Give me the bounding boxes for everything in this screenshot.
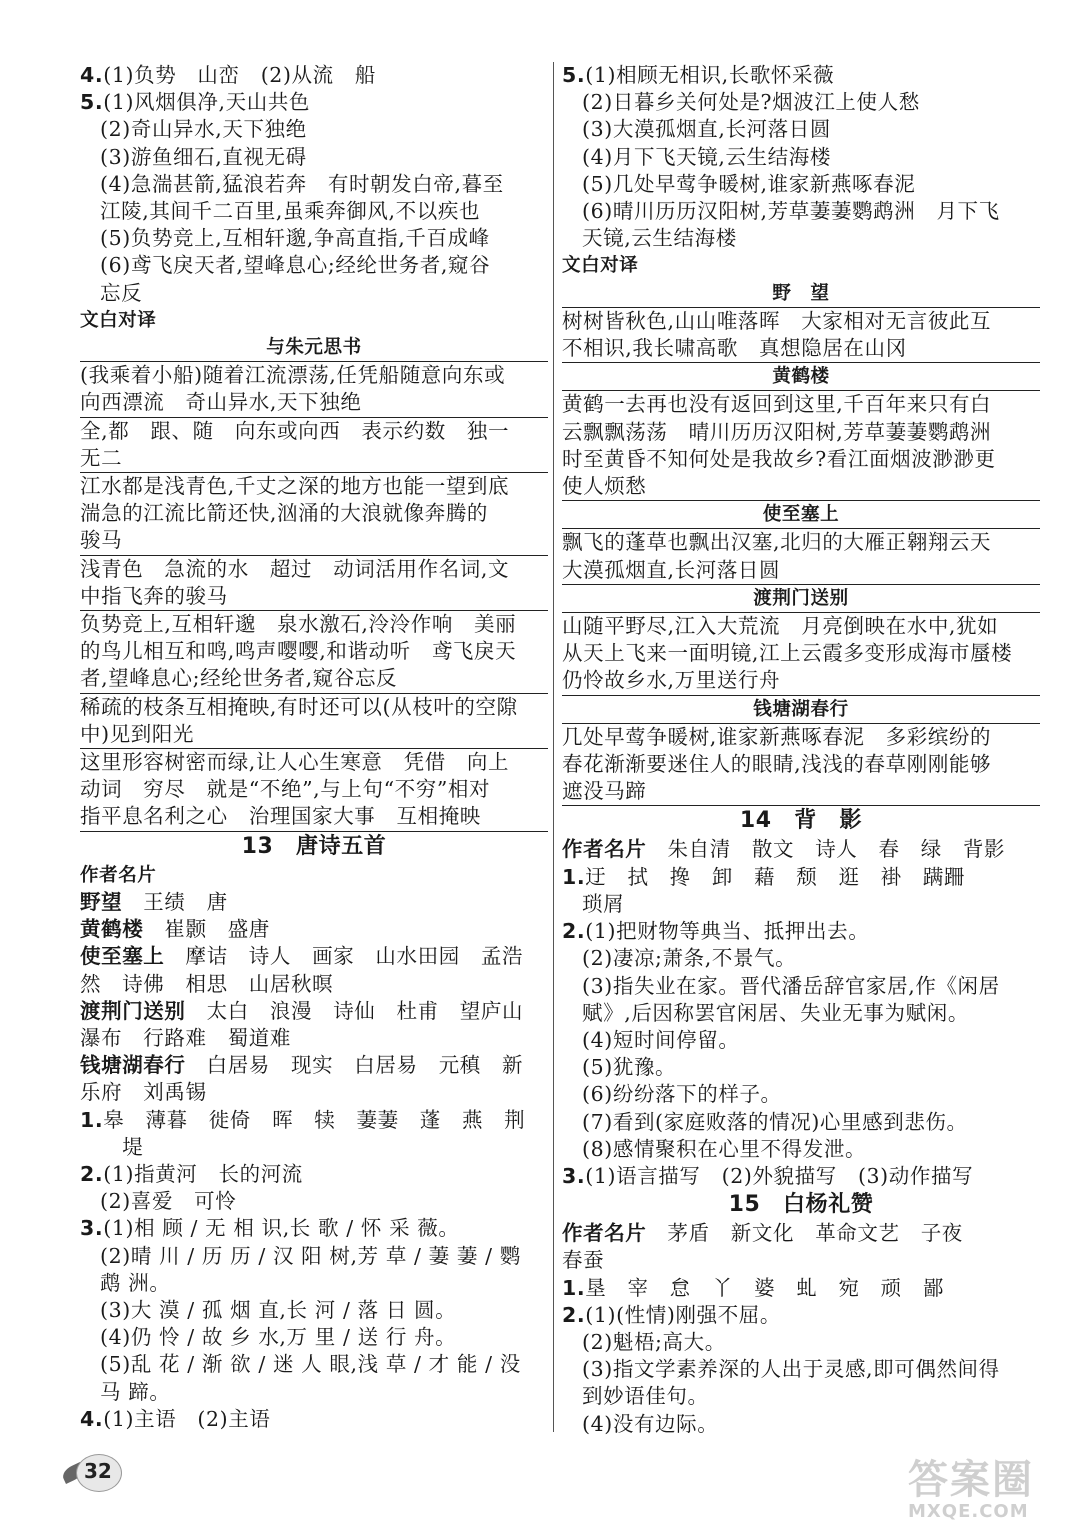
watermark-url: MXQE.COM xyxy=(908,1501,1029,1522)
line-lead: 使至塞上 xyxy=(80,944,165,969)
left-line: 无二 xyxy=(80,445,548,473)
watermark-logo-text: 答案圈 xyxy=(908,1457,1034,1503)
right-line: 使至塞上 xyxy=(562,501,1040,529)
line-lead: 4. xyxy=(80,1406,104,1431)
line-rest: 摩诘 诗人 画家 山水田园 孟浩 xyxy=(164,944,524,969)
line-lead: 渡荆门送别 xyxy=(80,998,186,1023)
right-line: 15 白杨礼赞 xyxy=(728,1192,874,1218)
left-line: 中)见到阳光 xyxy=(80,721,548,749)
right-line: (4)短时间停留。 xyxy=(582,1027,740,1052)
left-line: (2)奇山异水,天下独绝 xyxy=(100,117,307,142)
left-line: 负势竞上,互相轩邈 泉水激石,泠泠作响 美丽 xyxy=(80,612,517,637)
right-line: 春蚕 xyxy=(562,1248,605,1273)
left-line: 指平息名利之心 治理国家大事 互相掩映 xyxy=(80,803,548,831)
left-column xyxy=(80,62,548,1433)
left-line xyxy=(80,1107,548,1134)
left-line: 中指飞奔的骏马 xyxy=(80,583,548,611)
left-line: 马 蹄。 xyxy=(100,1379,171,1404)
line-rest: (1)主语 (2)主语 xyxy=(103,1406,271,1431)
left-line xyxy=(80,62,548,89)
left-line: (3)大 漠 / 孤 烟 直,长 河 / 落 日 圆。 xyxy=(100,1297,457,1322)
right-line: 遮没马蹄 xyxy=(562,778,1040,806)
right-line: 琐屑 xyxy=(582,891,625,916)
page-number: 32 xyxy=(84,1459,112,1483)
line-lead: 野望 xyxy=(80,889,123,914)
right-line xyxy=(562,1302,1040,1329)
line-lead: 作者名片 xyxy=(562,837,647,862)
right-line: (6)纷纷落下的样子。 xyxy=(582,1082,782,1107)
line-rest: (1)把财物等典当、抵押出去。 xyxy=(585,919,870,944)
left-line: (2)晴 川 / 历 历 / 汉 阳 树,芳 草 / 萋 萋 / 鹦 xyxy=(100,1243,521,1268)
line-rest: 皋 薄暮 徙倚 晖 犊 萋萋 蓬 燕 荆 xyxy=(103,1107,526,1132)
left-line xyxy=(80,889,548,916)
right-line: 黄鹤一去再也没有返回到这里,千百年来只有白 xyxy=(562,392,992,417)
right-line: 从天上飞来一面明镜,江上云霞多变形成海市蜃楼 xyxy=(562,641,1013,666)
line-rest: (1)负势 山峦 (2)从流 船 xyxy=(103,63,376,87)
right-line: 渡荆门送别 xyxy=(562,585,1040,613)
left-line xyxy=(80,916,548,943)
left-line: (5)负势竞上,互相轩邈,争高直指,千百成峰 xyxy=(100,226,490,251)
right-line: (4)月下飞天镜,云生结海楼 xyxy=(582,144,831,169)
right-line: 黄鹤楼 xyxy=(562,363,1040,391)
watermark xyxy=(908,1448,1058,1528)
line-rest: (1)语言描写 (2)外貌描写 (3)动作描写 xyxy=(585,1163,974,1188)
line-rest: 王绩 唐 xyxy=(122,889,228,914)
left-line xyxy=(80,1406,548,1433)
left-line: (6)鸢飞戾天者,望峰息心;经纶世务者,窥谷 xyxy=(100,253,491,278)
line-lead: 1. xyxy=(80,1107,104,1132)
left-line: 然 诗佛 相思 山居秋暝 xyxy=(80,971,334,996)
left-line: 文白对译 xyxy=(80,309,157,331)
right-line: 天镜,云生结海楼 xyxy=(582,226,737,251)
line-rest: 崔颢 盛唐 xyxy=(143,917,270,942)
left-line: 的鸟儿相互和鸣,鸣声嘤嘤,和谐动听 鸢飞戾天 xyxy=(80,639,517,664)
right-line: 山随平野尽,江入大荒流 月亮倒映在水中,犹如 xyxy=(562,614,999,639)
left-line xyxy=(80,1161,548,1188)
right-line xyxy=(562,1275,1040,1302)
line-rest: 朱自清 散文 诗人 春 绿 背影 xyxy=(646,837,1006,862)
left-line: (3)游鱼细石,直视无碍 xyxy=(100,144,307,169)
page-number-badge xyxy=(62,1452,124,1492)
right-line xyxy=(562,62,1040,89)
line-lead: 1. xyxy=(562,1275,586,1300)
right-line: 春花渐渐要迷住人的眼睛,浅浅的春草刚刚能够 xyxy=(562,752,992,777)
right-line: (6)晴川历历汉阳树,芳草萋萋鹦鹉洲 月下飞 xyxy=(582,199,1000,224)
line-rest: 太白 浪漫 诗仙 杜甫 望庐山 xyxy=(185,998,524,1023)
line-lead: 黄鹤楼 xyxy=(80,917,144,942)
right-line xyxy=(562,918,1040,945)
left-line: 向西漂流 奇山异水,天下独绝 xyxy=(80,389,548,417)
left-line: 堤 xyxy=(80,1134,144,1159)
line-lead: 2. xyxy=(562,919,586,944)
right-line: (3)指文学素养深的人出于灵感,即可偶然间得 xyxy=(582,1357,1000,1382)
left-line: 作者名片 xyxy=(80,864,157,886)
line-rest: (1)相顾无相识,长歌怀采薇 xyxy=(585,63,835,87)
left-line: (2)喜爱 可怜 xyxy=(100,1189,237,1214)
left-line: 全,都 跟、随 向东或向西 表示约数 独一 xyxy=(80,418,510,443)
left-line: 13 唐诗五首 xyxy=(241,833,387,859)
line-lead: 1. xyxy=(562,864,586,889)
left-line xyxy=(80,1052,548,1079)
line-lead: 5. xyxy=(562,63,586,87)
line-rest: 迂 拭 搀 卸 藉 颓 逛 褂 蹒跚 xyxy=(585,864,966,889)
left-line: 这里形容树密而绿,让人心生寒意 凭借 向上 xyxy=(80,750,510,775)
left-line xyxy=(80,1215,548,1242)
left-line xyxy=(80,89,548,116)
right-line: (2)魁梧;高大。 xyxy=(582,1329,726,1354)
right-line: 赋》,后因称罢官闲居、失业无事为赋闲。 xyxy=(582,1000,969,1025)
line-rest: (1)相 顾 / 无 相 识,长 歌 / 怀 采 薇。 xyxy=(103,1216,460,1241)
left-line: (4)仍 怜 / 故 乡 水,万 里 / 送 行 舟。 xyxy=(100,1325,457,1350)
left-line: 忘反 xyxy=(100,280,143,305)
right-column xyxy=(562,62,1040,1438)
line-rest: 白居易 现实 白居易 元稹 新 xyxy=(185,1053,524,1078)
left-line: 乐府 刘禹锡 xyxy=(80,1080,207,1105)
right-line: 飘飞的蓬草也飘出汉塞,北归的大雁正翱翔云天 xyxy=(562,530,992,555)
right-line: (2)日暮乡关何处是?烟波江上使人愁 xyxy=(582,90,920,115)
column-divider xyxy=(553,62,554,1432)
left-line: (我乘着小船)随着江流漂荡,任凭船随意向东或 xyxy=(80,363,506,388)
left-line: (5)乱 花 / 渐 欲 / 迷 人 眼,浅 草 / 才 能 / 没 xyxy=(100,1352,521,1377)
right-line: 时至黄昏不知何处是我故乡?看江面烟波渺渺更 xyxy=(562,446,996,471)
right-line xyxy=(562,836,1040,863)
right-line: 大漠孤烟直,长河落日圆 xyxy=(562,557,1040,585)
line-lead: 作者名片 xyxy=(562,1221,647,1246)
left-line: 鹉 洲。 xyxy=(100,1270,171,1295)
right-line: (8)感情聚积在心里不得发泄。 xyxy=(582,1136,867,1161)
line-rest: (1)指黄河 长的河流 xyxy=(103,1161,303,1186)
left-line: 与朱元思书 xyxy=(80,334,548,362)
right-line: 几处早莺争暖树,谁家新燕啄春泥 多彩缤纷的 xyxy=(562,724,992,749)
right-line: (5)几处早莺争暖树,谁家新燕啄春泥 xyxy=(582,171,916,196)
line-rest: 垦 宰 怠 丫 婆 虬 宛 顽 鄙 xyxy=(585,1275,944,1300)
line-lead: 2. xyxy=(80,1161,104,1186)
right-line: 仍怜故乡水,万里送行舟 xyxy=(562,667,1040,695)
right-line: (7)看到(家庭败落的情况)心里感到悲伤。 xyxy=(582,1109,968,1134)
right-line: 树树皆秋色,山山唯落晖 大家相对无言彼此互 xyxy=(562,308,992,333)
line-lead: 2. xyxy=(562,1302,586,1327)
right-line: (2)凄凉;萧条,不景气。 xyxy=(582,946,797,971)
line-rest: (1)(性情)刚强不屈。 xyxy=(585,1302,781,1327)
left-line xyxy=(80,943,548,970)
right-line: (3)大漠孤烟直,长河落日圆 xyxy=(582,117,831,142)
line-rest: 茅盾 新文化 革命文艺 子夜 xyxy=(646,1221,963,1246)
line-lead: 3. xyxy=(80,1216,104,1241)
right-line: 野 望 xyxy=(562,280,1040,308)
right-line xyxy=(562,1163,1040,1190)
right-line: 钱塘湖春行 xyxy=(562,696,1040,724)
left-line: (4)急湍甚箭,猛浪若奔 有时朝发白帝,暮至 xyxy=(100,171,504,196)
right-line xyxy=(562,864,1040,891)
left-line: 湍急的江流比箭还快,汹涌的大浪就像奔腾的 xyxy=(80,501,489,526)
line-rest: (1)风烟俱净,天山共色 xyxy=(103,90,311,115)
line-lead: 4. xyxy=(80,63,104,87)
left-line xyxy=(80,998,548,1025)
right-line: 使人烦愁 xyxy=(562,473,1040,501)
right-line: 不相识,我长啸高歌 真想隐居在山冈 xyxy=(562,335,1040,363)
left-line: 骏马 xyxy=(80,527,548,555)
right-line: 到妙语佳句。 xyxy=(582,1384,709,1409)
left-line: 浅青色 急流的水 超过 动词活用作名词,文 xyxy=(80,556,510,581)
right-line: 云飘飘荡荡 晴川历历汉阳树,芳草萋萋鹦鹉洲 xyxy=(562,419,992,444)
right-line: (3)指失业在家。晋代潘岳辞官家居,作《闲居 xyxy=(582,973,1000,998)
left-line: 动词 穷尽 就是“不绝”,与上句“不穷”相对 xyxy=(80,777,491,802)
right-line: 文白对译 xyxy=(562,255,639,277)
right-line: (5)犹豫。 xyxy=(582,1055,677,1080)
left-line: 江陵,其间千二百里,虽乘奔御风,不以疾也 xyxy=(100,199,481,224)
line-lead: 5. xyxy=(80,90,104,115)
left-line: 瀑布 行路难 蜀道难 xyxy=(80,1025,291,1050)
right-line: 14 背 影 xyxy=(739,808,863,834)
left-line: 稀疏的枝条互相掩映,有时还可以(从枝叶的空隙 xyxy=(80,694,518,719)
right-line: (4)没有边际。 xyxy=(582,1411,719,1436)
right-line xyxy=(562,1220,1040,1247)
line-lead: 钱塘湖春行 xyxy=(80,1053,186,1078)
line-lead: 3. xyxy=(562,1163,586,1188)
left-line: 者,望峰息心;经纶世务者,窥谷忘反 xyxy=(80,665,548,693)
left-line: 江水都是浅青色,千丈之深的地方也能一望到底 xyxy=(80,474,510,499)
